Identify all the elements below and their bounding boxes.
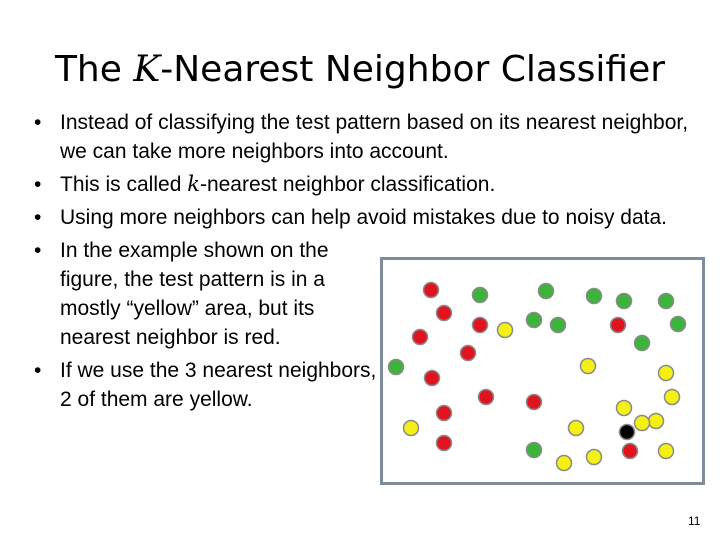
red-point (461, 346, 476, 361)
red-point (437, 306, 452, 321)
title-variable: K (133, 49, 161, 91)
yellow-point (557, 456, 572, 471)
test-pattern-point (620, 425, 635, 440)
yellow-point (569, 421, 584, 436)
green-point (527, 313, 542, 328)
yellow-point (635, 416, 650, 431)
bullet-text-pre: This is called (60, 173, 188, 196)
green-point (527, 443, 542, 458)
yellow-point (587, 450, 602, 465)
bullet-text: Using more neighbors can help avoid mistakes due to noisy data. (60, 206, 668, 229)
red-point (479, 390, 494, 405)
bullet-text: In the example shown on the figure, the test pattern is in a mostly “yellow” area, but its nearest neighbor is red. (60, 239, 329, 349)
bullet-item (28, 356, 390, 414)
bullet-marker: • (34, 111, 42, 134)
bullet-marker: • (34, 239, 42, 262)
red-point (425, 371, 440, 386)
page-number: 11 (688, 514, 701, 528)
bullet-marker: • (34, 206, 42, 229)
red-point (623, 444, 638, 459)
bullet-item (28, 203, 708, 232)
title-prefix: The (54, 49, 134, 91)
green-point (539, 284, 554, 299)
title-suffix: -Nearest Neighbor Classifier (160, 49, 666, 91)
yellow-point (498, 323, 513, 338)
yellow-point (659, 366, 674, 381)
yellow-point (665, 390, 680, 405)
red-point (611, 318, 626, 333)
green-point (473, 288, 488, 303)
bullet-text: Instead of classifying the test pattern based on its nearest neighbor, we can take more neighbors into account. (60, 111, 689, 163)
scatter-plot (383, 260, 702, 482)
bullet-text: If we use the 3 nearest neighbors, 2 of them are yellow. (60, 359, 377, 411)
bullet-variable: k (187, 172, 200, 196)
green-point (671, 317, 686, 332)
red-point (437, 406, 452, 421)
green-point (617, 294, 632, 309)
yellow-point (659, 444, 674, 459)
green-point (389, 360, 404, 375)
bullet-item (28, 170, 708, 199)
red-point (413, 330, 428, 345)
yellow-point (581, 359, 596, 374)
green-point (587, 289, 602, 304)
green-point (551, 318, 566, 333)
bullet-marker: • (34, 173, 42, 196)
bullet-text-post: -nearest neighbor classification. (199, 173, 496, 196)
red-point (473, 318, 488, 333)
green-point (635, 336, 650, 351)
bullet-marker: • (34, 359, 42, 382)
red-point (437, 436, 452, 451)
red-point (424, 283, 439, 298)
yellow-point (404, 421, 419, 436)
yellow-point (649, 414, 664, 429)
slide-title (0, 46, 720, 94)
red-point (527, 395, 542, 410)
yellow-point (617, 401, 632, 416)
knn-scatter-figure (380, 257, 705, 485)
bullet-item (28, 236, 390, 352)
green-point (659, 294, 674, 309)
bullet-item (28, 108, 708, 166)
